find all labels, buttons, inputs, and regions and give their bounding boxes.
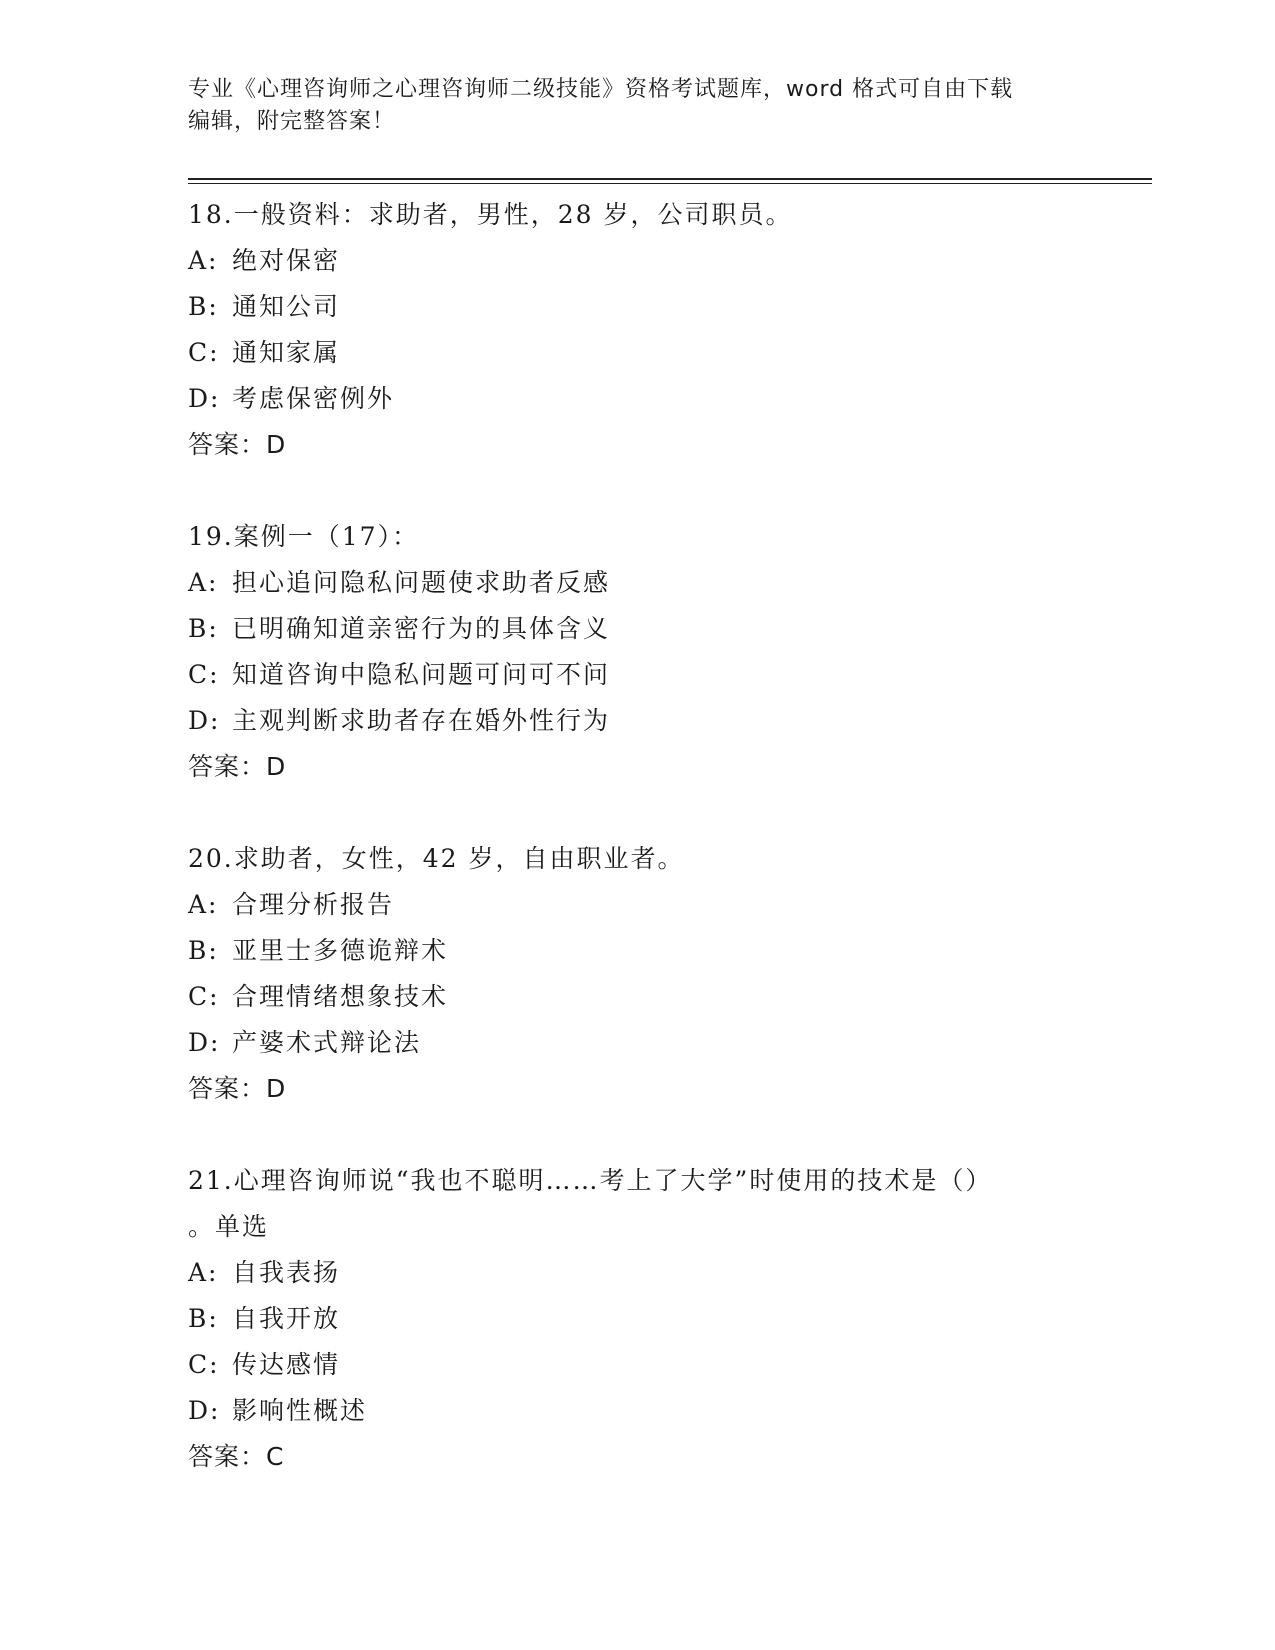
option-text: 主观判断求助者存在婚外性行为 xyxy=(232,706,611,735)
option-text: 合理情绪想象技术 xyxy=(232,982,449,1011)
option-d xyxy=(188,698,1088,744)
option-b xyxy=(188,928,1088,974)
option-label: B: xyxy=(188,1304,219,1333)
answer-line: 答案：D xyxy=(188,430,287,459)
option-text: 影响性概述 xyxy=(232,1396,368,1425)
option-text: 通知公司 xyxy=(232,292,341,321)
option-text: 已明确知道亲密行为的具体含义 xyxy=(232,614,611,643)
question-20 xyxy=(188,836,1088,1112)
option-label: D: xyxy=(188,706,221,735)
option-text: 绝对保密 xyxy=(232,246,341,275)
document-header xyxy=(188,74,1068,138)
option-text: 自我表扬 xyxy=(232,1258,341,1287)
option-text: 通知家属 xyxy=(232,338,341,367)
question-list xyxy=(188,192,1088,1526)
option-label: A: xyxy=(188,568,219,597)
header-line-2: 编辑，附完整答案！ xyxy=(188,109,396,134)
option-label: A: xyxy=(188,246,219,275)
option-label: A: xyxy=(188,1258,219,1287)
option-label: D: xyxy=(188,1396,221,1425)
option-text: 产婆术式辩论法 xyxy=(232,1028,422,1057)
question-stem: 20.求助者，女性，42 岁，自由职业者。 xyxy=(188,844,685,873)
option-label: B: xyxy=(188,292,219,321)
answer-line: 答案：C xyxy=(188,1442,285,1471)
option-c xyxy=(188,330,1088,376)
header-divider-thin xyxy=(188,183,1152,184)
option-c xyxy=(188,652,1088,698)
question-stem: 19.案例一（17）： xyxy=(188,522,420,551)
option-text: 考虑保密例外 xyxy=(232,384,395,413)
option-label: A: xyxy=(188,890,219,919)
header-line-1: 专业《心理咨询师之心理咨询师二级技能》资格考试题库，word 格式可自由下载 xyxy=(188,77,1014,102)
option-label: B: xyxy=(188,614,219,643)
option-text: 合理分析报告 xyxy=(232,890,395,919)
option-b xyxy=(188,1296,1088,1342)
option-label: B: xyxy=(188,936,219,965)
option-label: D: xyxy=(188,1028,221,1057)
question-stem-continued: 。单选 xyxy=(188,1212,270,1241)
option-b xyxy=(188,606,1088,652)
question-stem: 18.一般资料：求助者，男性，28 岁，公司职员。 xyxy=(188,200,793,229)
option-label: C: xyxy=(188,982,220,1011)
option-a xyxy=(188,882,1088,928)
question-18 xyxy=(188,192,1088,468)
option-d xyxy=(188,1020,1088,1066)
option-c xyxy=(188,974,1088,1020)
header-divider-thick xyxy=(188,178,1152,180)
option-d xyxy=(188,1388,1088,1434)
option-a xyxy=(188,560,1088,606)
option-a xyxy=(188,1250,1088,1296)
answer-line: 答案：D xyxy=(188,1074,287,1103)
answer-line: 答案：D xyxy=(188,752,287,781)
question-21 xyxy=(188,1158,1088,1480)
question-19 xyxy=(188,514,1088,790)
option-text: 知道咨询中隐私问题可问可不问 xyxy=(232,660,611,689)
option-label: C: xyxy=(188,338,220,367)
option-label: C: xyxy=(188,660,220,689)
option-label: C: xyxy=(188,1350,220,1379)
option-text: 自我开放 xyxy=(232,1304,341,1333)
option-b xyxy=(188,284,1088,330)
option-c xyxy=(188,1342,1088,1388)
option-d xyxy=(188,376,1088,422)
option-text: 传达感情 xyxy=(232,1350,341,1379)
option-text: 担心追问隐私问题使求助者反感 xyxy=(232,568,611,597)
option-text: 亚里士多德诡辩术 xyxy=(232,936,449,965)
option-a xyxy=(188,238,1088,284)
question-stem: 21.心理咨询师说“我也不聪明……考上了大学”时使用的技术是（） xyxy=(188,1166,993,1195)
option-label: D: xyxy=(188,384,221,413)
